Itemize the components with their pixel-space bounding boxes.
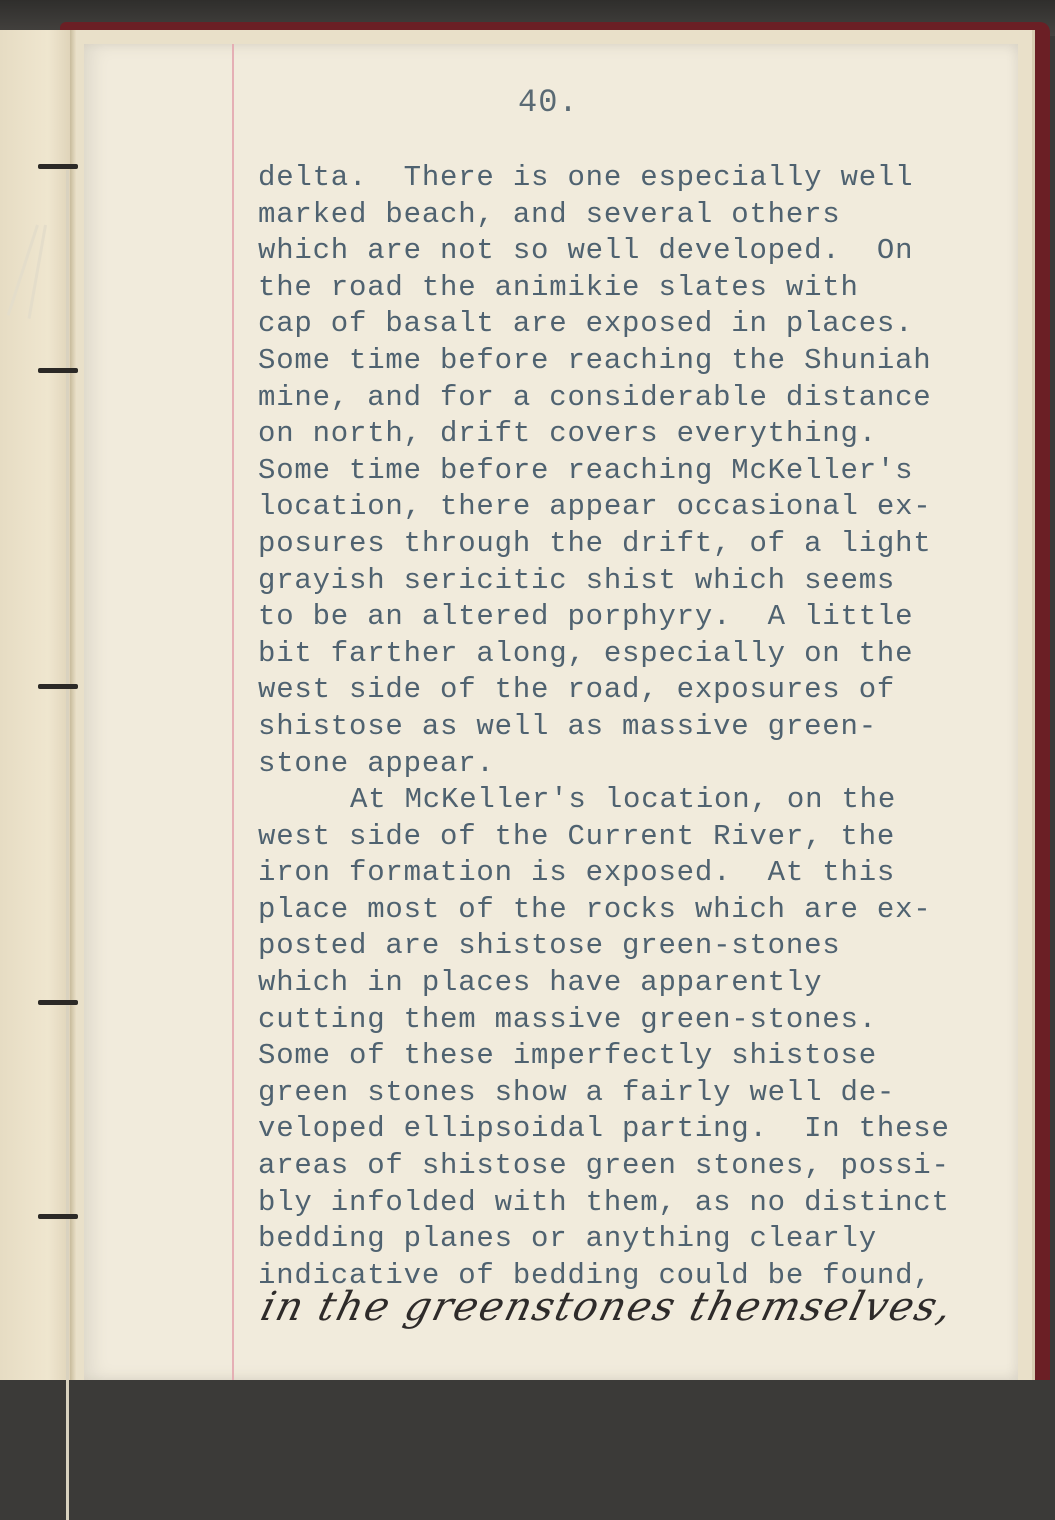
binding-stitch bbox=[38, 368, 78, 373]
text-line: shistose as well as massive green- bbox=[258, 709, 877, 743]
text-line: At McKeller's location, on the bbox=[350, 783, 897, 817]
handwritten-annotation: in the greenstones themselves, bbox=[256, 1284, 959, 1330]
text-line: place most of the rocks which are ex- bbox=[258, 892, 932, 926]
text-line: stone appear. bbox=[258, 746, 495, 780]
text-line: cutting them massive green-stones. bbox=[258, 1002, 877, 1036]
text-line: Some time before reaching the Shuniah bbox=[258, 343, 932, 377]
text-line: to be an altered porphyry. A little bbox=[258, 600, 914, 634]
binding-stitch bbox=[38, 1214, 78, 1219]
text-line: green stones show a fairly well de- bbox=[258, 1075, 896, 1109]
binding-stitch bbox=[38, 164, 78, 169]
text-line: west side of the Current River, the bbox=[258, 819, 896, 853]
binding-stitch bbox=[38, 684, 78, 689]
text-line: location, there appear occasional ex- bbox=[258, 490, 932, 524]
text-line: which in places have apparently bbox=[258, 966, 823, 1000]
text-line: posures through the drift, of a light bbox=[258, 526, 932, 560]
text-line: iron formation is exposed. At this bbox=[258, 856, 896, 890]
text-line: posted are shistose green-stones bbox=[258, 929, 841, 963]
margin-line bbox=[232, 44, 234, 1380]
page-number: 40. bbox=[518, 84, 579, 121]
text-line: Some of these imperfectly shistose bbox=[258, 1039, 877, 1073]
binding-spine bbox=[70, 30, 76, 1380]
text-line: areas of shistose green stones, possi- bbox=[258, 1149, 950, 1183]
typed-text-body bbox=[258, 160, 998, 1294]
text-line: veloped ellipsoidal parting. In these bbox=[258, 1112, 950, 1146]
text-line: bly infolded with them, as no distinct bbox=[258, 1185, 950, 1219]
text-line: indicative of bedding could be found, bbox=[258, 1258, 932, 1292]
text-line: bedding planes or anything clearly bbox=[258, 1222, 877, 1256]
text-line: mine, and for a considerable distance bbox=[258, 380, 932, 414]
text-line: on north, drift covers everything. bbox=[258, 417, 877, 451]
text-line: the road the animikie slates with bbox=[258, 270, 859, 304]
text-line: bit farther along, especially on the bbox=[258, 636, 914, 670]
text-line: west side of the road, exposures of bbox=[258, 673, 896, 707]
text-line: marked beach, and several others bbox=[258, 197, 841, 231]
text-line: delta. There is one especially well bbox=[258, 161, 914, 194]
text-line: which are not so well developed. On bbox=[258, 234, 914, 268]
text-line: grayish sericitic shist which seems bbox=[258, 563, 896, 597]
text-line: Some time before reaching McKeller's bbox=[258, 453, 914, 487]
binding-stitch bbox=[38, 1000, 78, 1005]
text-line: cap of basalt are exposed in places. bbox=[258, 307, 914, 341]
